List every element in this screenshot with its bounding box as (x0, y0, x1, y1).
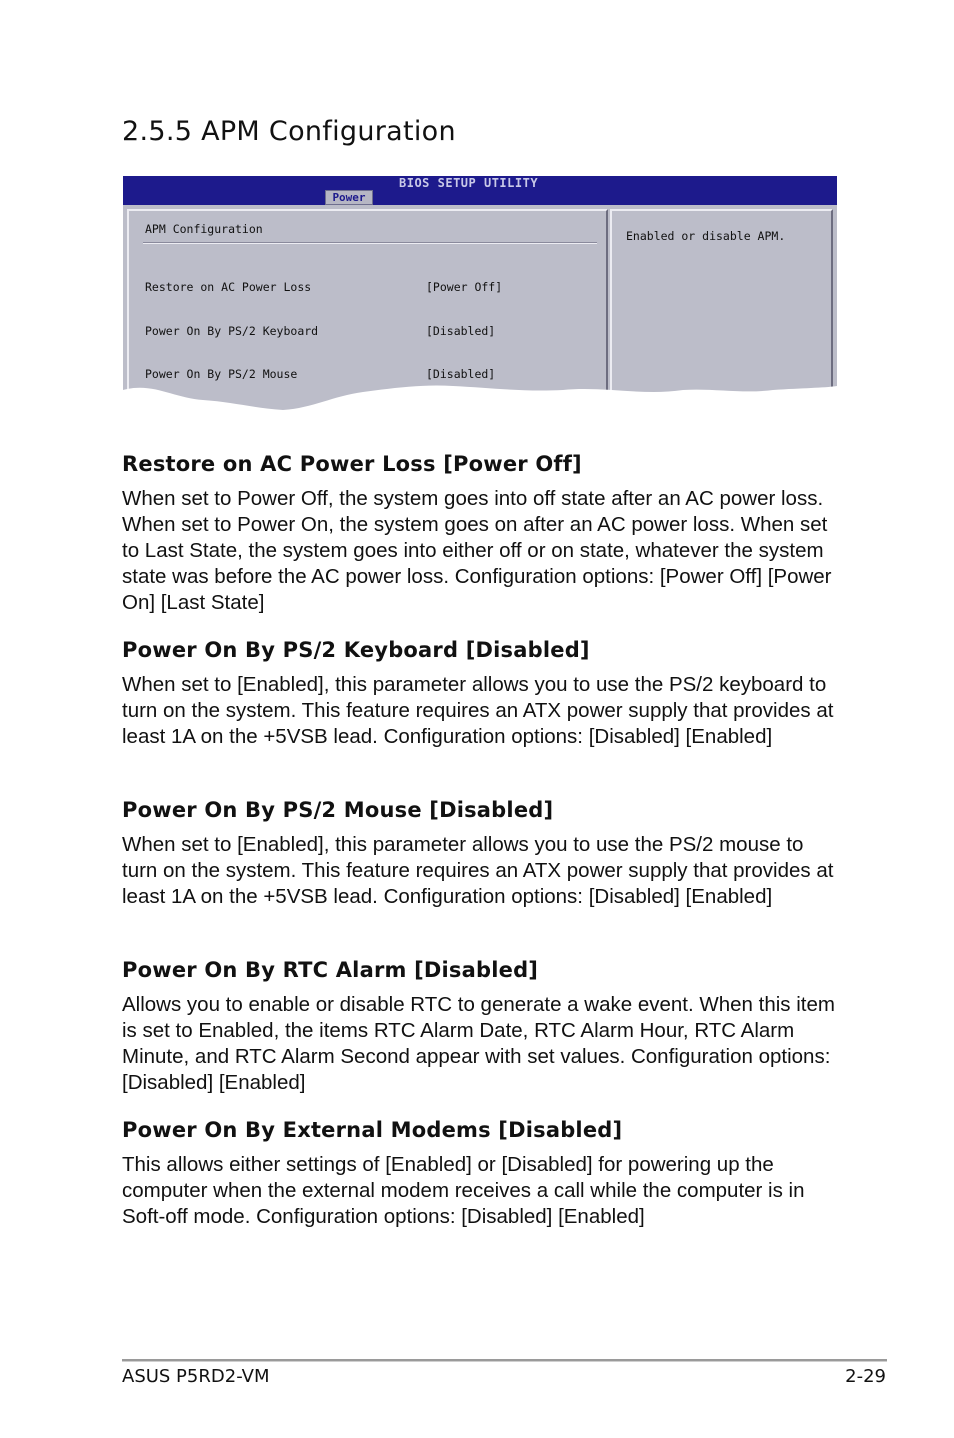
bios-setting-value[interactable]: [Disabled] (426, 367, 496, 381)
bios-panel-heading: APM Configuration (145, 222, 263, 236)
bios-setting-label: Restore on AC Power Loss (145, 280, 312, 294)
bios-setting-row[interactable] (145, 324, 585, 339)
bios-setting-value[interactable]: [Power Off] (426, 280, 503, 294)
bios-help-panel (610, 209, 833, 409)
section-title: 2.5.5 APM Configuration (122, 116, 456, 147)
footer-divider (122, 1359, 887, 1362)
bios-header (123, 176, 837, 205)
item-heading: Power On By PS/2 Keyboard [Disabled] (122, 638, 590, 662)
bios-panel-divider (143, 242, 597, 244)
item-heading: Power On By PS/2 Mouse [Disabled] (122, 798, 554, 822)
bios-setting-label: Power On By PS/2 Mouse (145, 367, 298, 381)
bios-setting-row[interactable] (145, 411, 585, 413)
footer-product-name: ASUS P5RD2-VM (122, 1366, 270, 1387)
item-description: When set to Power Off, the system goes into off state after an AC power loss. When set to Power On, the system goes on after an AC power loss. When set to Last State, the system goes into either off or on state, whatever the system state was before the AC power loss. Configuration options: [Power Off] [Power On] [Last State] (122, 487, 832, 614)
item-description: This allows either settings of [Enabled] or [Disabled] for powering up the computer when the external modem receives a call while the computer is in Soft-off mode. Configuration options: [Disabled] [Enabled] (122, 1153, 805, 1228)
item-description: When set to [Enabled], this parameter allows you to use the PS/2 keyboard to turn on the system. This feature requires an ATX power supply that provides at least 1A on the +5VSB lead. Configuration options: [Disabled] [Enabled] (122, 673, 834, 748)
item-heading: Restore on AC Power Loss [Power Off] (122, 452, 582, 476)
bios-help-text: Enabled or disable APM. (626, 229, 786, 243)
bios-body (123, 205, 837, 412)
item-description: Allows you to enable or disable RTC to generate a wake event. When this item is set to Enabled, the items RTC Alarm Date, RTC Alarm Hour, RTC Alarm Minute, and RTC Alarm Second appear with set values. Configuration options: [Disabled] [Enabled] (122, 993, 835, 1094)
bios-tab-power[interactable]: Power (325, 190, 373, 205)
footer-page-number: 2-29 (845, 1366, 886, 1387)
item-description: When set to [Enabled], this parameter allows you to use the PS/2 mouse to turn on the system. This feature requires an ATX power supply that provides at least 1A on the +5VSB lead. Configuration options: [Disabled] [Enabled] (122, 833, 834, 908)
bios-setting-row[interactable] (145, 367, 585, 382)
bios-screenshot (123, 176, 837, 412)
bios-title: BIOS SETUP UTILITY (399, 176, 539, 190)
bios-settings-panel (127, 209, 608, 409)
bios-settings-list (145, 251, 585, 412)
item-heading: Power On By RTC Alarm [Disabled] (122, 958, 539, 982)
item-heading: Power On By External Modems [Disabled] (122, 1118, 623, 1142)
bios-setting-label (145, 411, 290, 413)
bios-setting-label: Power On By PS/2 Keyboard (145, 323, 319, 338)
bios-setting-value[interactable]: [Disabled] (426, 323, 496, 338)
bios-setting-value[interactable] (426, 411, 495, 413)
bios-setting-row[interactable] (145, 280, 585, 295)
